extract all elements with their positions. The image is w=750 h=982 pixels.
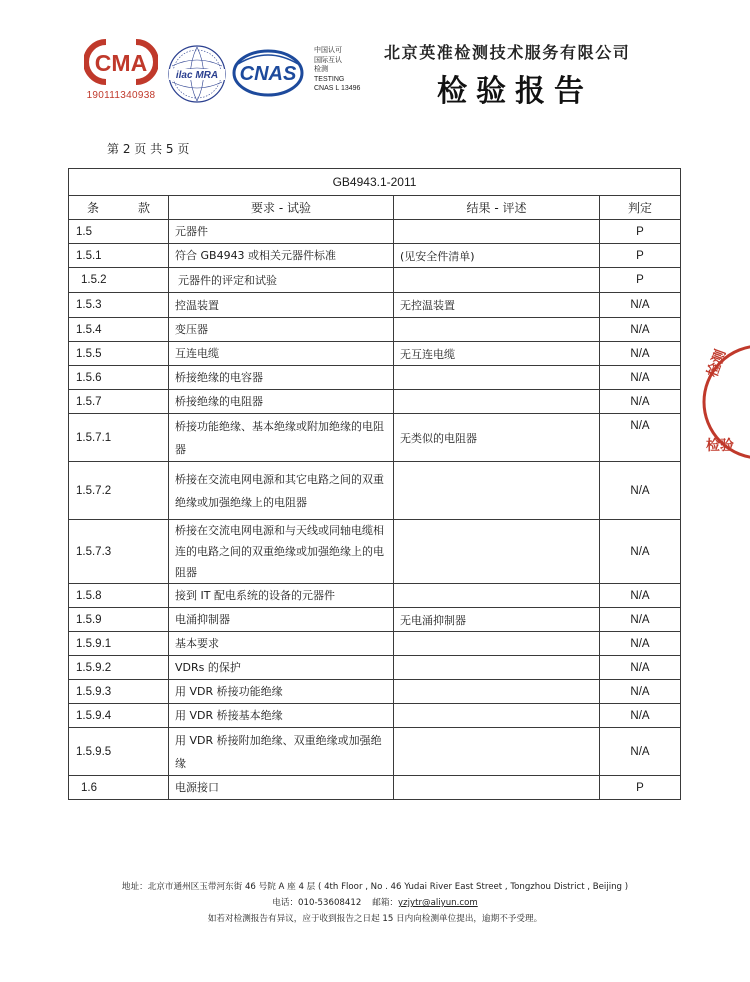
cma-number: 190111340938	[86, 90, 156, 101]
result-cell: (见安全件清单)	[394, 244, 600, 268]
result-cell	[394, 728, 600, 776]
verdict-cell: N/A	[600, 632, 681, 656]
result-cell	[394, 704, 600, 728]
result-cell	[394, 366, 600, 390]
stamp-icon	[698, 342, 750, 472]
result-cell: 无电涌抑制器	[394, 608, 600, 632]
clause-cell: 1.5.7	[69, 390, 169, 414]
requirement-cell: 控温装置	[169, 293, 394, 318]
requirement-cell: VDRs 的保护	[169, 656, 394, 680]
cnas-logo-text: CNAS	[239, 63, 297, 85]
clause-cell: 1.5.4	[69, 318, 169, 342]
verdict-cell: N/A	[600, 656, 681, 680]
table-row	[69, 220, 681, 244]
result-cell: 无控温装置	[394, 293, 600, 318]
stamp-text-top: 检测	[704, 347, 730, 380]
cnas-logo	[232, 48, 304, 98]
clause-cell: 1.5.3	[69, 293, 169, 318]
requirement-cell: 用 VDR 桥接基本绝缘	[169, 704, 394, 728]
ilac-mra-logo	[166, 44, 228, 104]
requirement-cell: 用 VDR 桥接功能绝缘	[169, 680, 394, 704]
table-row	[69, 608, 681, 632]
footer-phone: 电话：010-53608412	[272, 898, 362, 908]
footer-address: 地址：北京市通州区玉带河东街 46 号院 A 座 4 层 ( 4th Floor , No . 46 Yudai River East Street , Tongzhou District , Beijing )	[121, 882, 629, 892]
requirement-cell: 元器件的评定和试验	[169, 268, 394, 293]
report-title: 检验报告	[437, 74, 593, 109]
table-row	[69, 632, 681, 656]
clause-cell: 1.5.9.3	[69, 680, 169, 704]
requirement-cell: 电源接口	[169, 776, 394, 800]
table-row	[69, 462, 681, 520]
verdict-cell: N/A	[600, 608, 681, 632]
footer-email[interactable]: yzjytr@aliyun.com	[398, 898, 478, 908]
requirement-cell: 桥接在交流电网电源和其它电路之间的双重绝缘或加强绝缘上的电阻器	[169, 462, 394, 520]
standard-title: GB4943.1-2011	[69, 169, 681, 196]
verdict-cell: N/A	[600, 462, 681, 520]
cnas-cert-line: TESTING	[314, 75, 345, 83]
column-header-verdict: 判定	[600, 196, 681, 220]
column-header-clause: 条 款	[69, 196, 169, 220]
column-header-requirement: 要求 - 试验	[169, 196, 394, 220]
cnas-cert-line: CNAS L 13496	[314, 85, 361, 93]
table-row	[69, 680, 681, 704]
footer-email-label: 邮箱：	[372, 898, 399, 908]
footer-contact	[0, 896, 750, 908]
table-row	[69, 656, 681, 680]
cnas-cert-block	[314, 46, 360, 94]
cma-logo-text: CMA	[94, 50, 148, 76]
verdict-cell: N/A	[600, 366, 681, 390]
stamp-text-bottom: 检验	[706, 438, 734, 454]
column-header-result: 结果 - 评述	[394, 196, 600, 220]
table-row	[69, 268, 681, 293]
table-row	[69, 366, 681, 390]
verdict-cell: N/A	[600, 680, 681, 704]
requirement-cell: 用 VDR 桥接附加绝缘、双重绝缘或加强绝缘	[169, 728, 394, 776]
report-table	[68, 168, 681, 800]
clause-cell: 1.5.2	[69, 268, 169, 293]
requirement-cell: 符合 GB4943 或相关元器件标准	[169, 244, 394, 268]
result-cell	[394, 776, 600, 800]
cnas-cert-line: 检测	[314, 66, 328, 74]
requirement-cell: 基本要求	[169, 632, 394, 656]
clause-cell: 1.5.9.2	[69, 656, 169, 680]
verdict-cell: N/A	[600, 390, 681, 414]
verdict-cell: N/A	[600, 728, 681, 776]
requirement-cell: 互连电缆	[169, 342, 394, 366]
requirement-cell: 桥接在交流电网电源和与天线或同轴电缆相连的电路之间的双重绝缘或加强绝缘上的电阻器	[169, 520, 394, 584]
clause-cell: 1.6	[69, 776, 169, 800]
cma-logo	[84, 38, 158, 86]
cnas-cert-line: 国际互认	[314, 56, 342, 64]
result-cell	[394, 656, 600, 680]
verdict-cell: P	[600, 244, 681, 268]
clause-cell: 1.5.9.1	[69, 632, 169, 656]
result-cell	[394, 268, 600, 293]
cnas-cert-line: 中国认可	[314, 47, 342, 54]
ilac-logo-text: ilac MRA	[175, 70, 219, 81]
cma-logo-group	[78, 38, 164, 104]
footer-notice: 如若对检测报告有异议，应于收到报告之日起 15 日内向检测单位提出，逾期不予受理。	[207, 914, 543, 924]
clause-cell: 1.5.7.1	[69, 414, 169, 462]
result-cell	[394, 390, 600, 414]
result-cell	[394, 680, 600, 704]
table-row	[69, 244, 681, 268]
table-row	[69, 390, 681, 414]
requirement-cell: 变压器	[169, 318, 394, 342]
clause-cell: 1.5.7.3	[69, 520, 169, 584]
header-row	[69, 196, 681, 220]
table-row	[69, 776, 681, 800]
requirement-cell: 电涌抑制器	[169, 608, 394, 632]
requirement-cell: 桥接功能绝缘、基本绝缘或附加绝缘的电阻器	[169, 414, 394, 462]
result-cell: 无互连电缆	[394, 342, 600, 366]
verdict-cell: N/A	[600, 520, 681, 584]
clause-cell: 1.5.7.2	[69, 462, 169, 520]
table-row	[69, 318, 681, 342]
result-cell	[394, 318, 600, 342]
clause-cell: 1.5.9.5	[69, 728, 169, 776]
result-cell	[394, 462, 600, 520]
requirement-cell: 桥接绝缘的电阻器	[169, 390, 394, 414]
clause-cell: 1.5.1	[69, 244, 169, 268]
table-row	[69, 584, 681, 608]
requirement-cell: 接到 IT 配电系统的设备的元器件	[169, 584, 394, 608]
page-indicator: 第 2 页 共 5 页	[107, 142, 190, 156]
clause-cell: 1.5.9.4	[69, 704, 169, 728]
clause-cell: 1.5.8	[69, 584, 169, 608]
result-cell	[394, 632, 600, 656]
table-row	[69, 342, 681, 366]
result-cell	[394, 220, 600, 244]
verdict-cell: P	[600, 220, 681, 244]
verdict-cell: N/A	[600, 318, 681, 342]
verdict-cell: P	[600, 776, 681, 800]
result-cell: 无类似的电阻器	[394, 414, 600, 462]
table-row	[69, 414, 681, 462]
company-name: 北京英准检测技术服务有限公司	[384, 43, 631, 62]
clause-cell: 1.5	[69, 220, 169, 244]
table-row	[69, 704, 681, 728]
verdict-cell: N/A	[600, 704, 681, 728]
verdict-cell: N/A	[600, 414, 681, 462]
verdict-cell: N/A	[600, 342, 681, 366]
requirement-cell: 桥接绝缘的电容器	[169, 366, 394, 390]
table-row	[69, 293, 681, 318]
clause-cell: 1.5.5	[69, 342, 169, 366]
clause-cell: 1.5.6	[69, 366, 169, 390]
clause-cell: 1.5.9	[69, 608, 169, 632]
verdict-cell: N/A	[600, 584, 681, 608]
verdict-cell: N/A	[600, 293, 681, 318]
table-row	[69, 728, 681, 776]
result-cell	[394, 584, 600, 608]
requirement-cell: 元器件	[169, 220, 394, 244]
table-row	[69, 520, 681, 584]
result-cell	[394, 520, 600, 584]
verdict-cell: P	[600, 268, 681, 293]
standard-row	[69, 169, 681, 196]
